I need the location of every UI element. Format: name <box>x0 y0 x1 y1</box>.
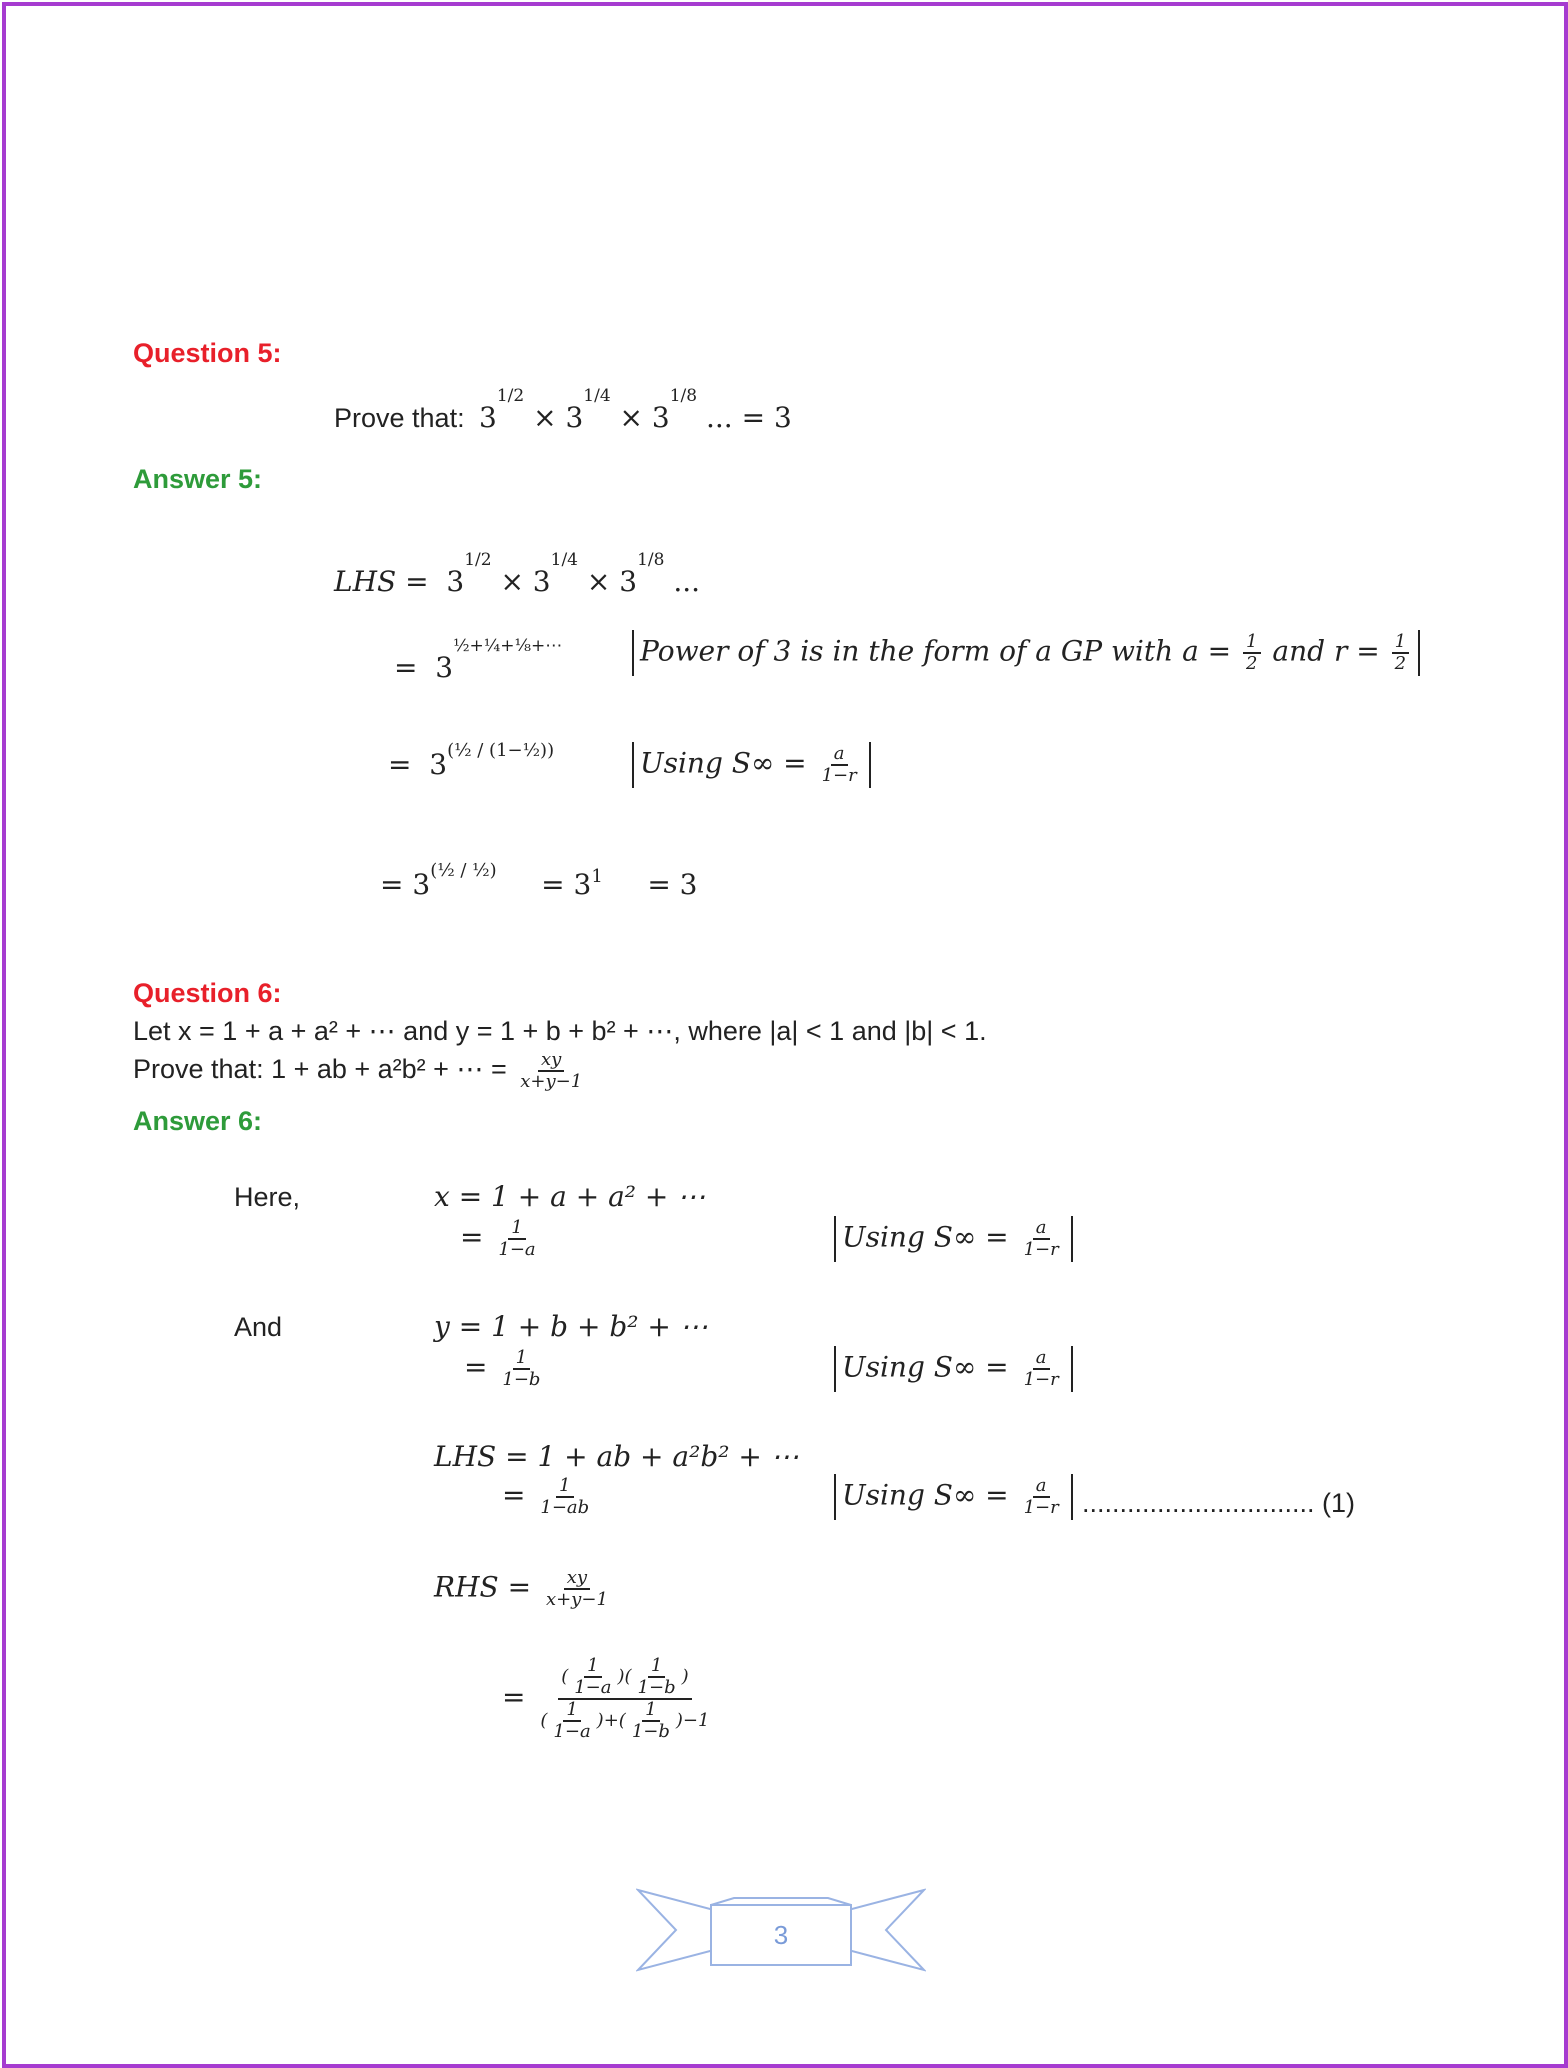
sinf-den-2: 1−r <box>1023 1239 1059 1260</box>
using-label: Using S∞ = <box>640 746 807 780</box>
n1-num: 1 <box>584 1656 601 1678</box>
final-step-3: = 3 <box>647 868 698 901</box>
rhs-big-fraction: ( $\frac{1}{1-a}$ )( $\frac{1}{1-b}$ ) ( $\frac{1}{1-a}$ )+( $\frac{1}{1-b}$ )−1 <box>540 1655 710 1742</box>
and-label: And <box>234 1312 283 1342</box>
question-5-statement: Prove that: $3^{1/2} \times 3^{1/4} \times 3^{1/8}$ ... = 3 <box>334 386 792 434</box>
answer-5-line-4: = $3^{(\frac{1}{2} / \frac{1}{2})}$ = $3^1$ = 3 <box>380 860 698 901</box>
lhs-sum-line <box>502 1476 595 1518</box>
d2-den: 1−b <box>631 1721 670 1742</box>
sinf-num-3: a <box>1033 1348 1050 1370</box>
r-den: 2 <box>1394 653 1407 674</box>
gp-exponent: ½+¼+⅛+⋯ <box>453 636 563 656</box>
using-label-3: Using S∞ = <box>842 1350 1009 1384</box>
rhs-sub-eq: = <box>502 1680 526 1714</box>
answer-5-line-3: = $3^{(\frac{1}{2} / (1-\frac{1}{2}))}$ <box>388 740 555 781</box>
rhs-den: x+y−1 <box>545 1589 608 1610</box>
sinf-num-4: a <box>1033 1476 1050 1498</box>
question-6-line-2 <box>133 1050 588 1092</box>
r-num: 1 <box>1392 632 1409 654</box>
rhs-label: RHS = <box>434 1570 532 1604</box>
y-sum-line <box>464 1348 546 1390</box>
answer-5-line-1: LHS = $3^{1/2} \times 3^{1/4} \times 3^{1/8}$ ... <box>334 550 701 598</box>
sinf-num-2: a <box>1033 1218 1050 1240</box>
sinf-den: 1−r <box>821 765 857 786</box>
sinf-den-4: 1−r <box>1023 1497 1059 1518</box>
sum-formula-note-2 <box>834 1216 1073 1262</box>
x-series-line: x = 1 + a + a² + ⋯ <box>434 1180 706 1213</box>
lhs-frac-den: 1−ab <box>540 1497 590 1518</box>
rhs-num: xy <box>564 1568 590 1590</box>
line1-tail: ... <box>673 565 701 598</box>
final-step-1: = 3 <box>380 868 431 901</box>
a-den: 2 <box>1246 653 1258 674</box>
x-eq: = <box>460 1220 484 1254</box>
n1-den: 1−a <box>574 1677 612 1698</box>
q6-frac-den: x+y−1 <box>520 1071 583 1092</box>
d2-num: 1 <box>642 1700 659 1722</box>
page-number: 3 <box>773 1920 789 1950</box>
final-exponent: 1 <box>591 866 603 887</box>
y-series-line: y = 1 + b + b² + ⋯ <box>434 1310 708 1343</box>
sum-formula-note-3 <box>834 1346 1073 1392</box>
gp-note <box>632 630 1420 676</box>
sinf-den-3: 1−r <box>1023 1369 1059 1390</box>
question-6-heading: Question 6: <box>133 978 282 1008</box>
q6-frac-num: xy <box>538 1050 564 1072</box>
lhs-label: LHS = <box>334 565 429 598</box>
d1-den: 1−a <box>553 1721 591 1742</box>
n2-den: 1−b <box>637 1677 676 1698</box>
equation-ref-1: ............................... (1) <box>1082 1488 1356 1518</box>
a-num: 1 <box>1243 632 1260 654</box>
y-eq: = <box>464 1350 488 1384</box>
prove-that-label: Prove that: <box>334 403 465 433</box>
sum-formula-note-4 <box>834 1474 1073 1520</box>
x-frac-den: 1−a <box>498 1239 536 1260</box>
statement-tail: ... = 3 <box>706 401 792 434</box>
rhs-substituted-line <box>502 1656 715 1742</box>
using-label-4: Using S∞ = <box>842 1478 1009 1512</box>
answer-5-line-2: = $3^{\frac{1}{2}+\frac{1}{4}+\frac{1}{8}+\cdots}$ <box>394 636 563 684</box>
sinf-num: a <box>831 744 848 766</box>
answer-6-heading: Answer 6: <box>133 1106 263 1136</box>
minus-one: −1 <box>682 1710 710 1731</box>
answer-5-heading: Answer 5: <box>133 464 263 494</box>
x-sum-line <box>460 1218 542 1260</box>
lhs-frac-num: 1 <box>556 1476 573 1498</box>
sum-formula-note-1 <box>632 742 871 788</box>
using-label-2: Using S∞ = <box>842 1220 1009 1254</box>
final-step-2: = 3 <box>541 868 592 901</box>
gp-note-and: and r = <box>1272 634 1380 668</box>
question-6-line-1: Let x = 1 + a + a² + ⋯ and y = 1 + b + b² + ⋯, where |a| < 1 and |b| < 1. <box>133 1016 987 1046</box>
gp-note-text: Power of 3 is in the form of a GP with a = <box>640 634 1232 668</box>
d1-num: 1 <box>563 1700 580 1722</box>
n2-num: 1 <box>648 1656 665 1678</box>
rhs-line <box>434 1568 614 1610</box>
here-label: Here, <box>234 1182 301 1212</box>
lhs-eq: = <box>502 1478 526 1512</box>
y-frac-den: 1−b <box>502 1369 541 1390</box>
question-5-heading: Question 5: <box>133 338 282 368</box>
lhs-series-line: LHS = 1 + ab + a²b² + ⋯ <box>434 1440 799 1473</box>
prove-that-line: Prove that: 1 + ab + a²b² + ⋯ = <box>133 1054 507 1085</box>
x-frac-num: 1 <box>508 1218 525 1240</box>
y-frac-num: 1 <box>513 1348 530 1370</box>
